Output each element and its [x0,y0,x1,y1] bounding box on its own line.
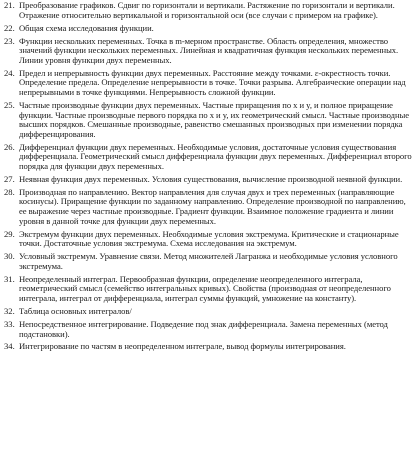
question-text: Общая схема исследования функции. [19,22,154,33]
question-text: Интегрирование по частям в неопределенном интеграле, вывод формулы интегрирования. [19,341,346,352]
question-item-29 [4,230,414,249]
question-number: 24. [4,67,15,78]
question-item-22 [4,24,414,34]
question-number: 28. [4,186,15,197]
question-item-28 [4,188,414,226]
question-text: Неопределенный интеграл. Первообразная функции, определение неопределенного интеграла, геометрический смысл (семейство интегральных кривых). Свойства (производная от неопределенного интеграла, интеграл от дифференциала, интеграл суммы функций, умножение на константу). [19,273,391,303]
question-number: 25. [4,99,15,110]
question-number: 29. [4,228,15,239]
question-item-23 [4,37,414,66]
question-item-21 [4,1,414,20]
question-number: 27. [4,173,15,184]
question-text: Предел и непрерывность функции двух переменных. Расстояние между точками. ε-окрестность точки. Определение предела. Определение непрерывности в точке. Точки разрыва. Алгебраические операции над непрерывными в точке функциями. Непрерывность сложной функции. [19,67,406,97]
question-text: Частные производные функции двух переменных. Частные приращения по x и y, и полное приращение функции. Частные производные первого порядка по x и y, их геометрический смысл. Частные производные высших порядков. Смешанные производные, равенство смешанных производных при изменении порядка дифференцирования. [19,99,410,139]
question-number: 26. [4,141,15,152]
question-text: Неявная функция двух переменных. Условия существования, вычисление производной неявной функции. [19,173,403,184]
question-text: Условный экстремум. Уравнение связи. Метод множителей Лагранжа и необходимые условия условного экстремума. [19,251,398,271]
question-number: 21. [4,0,15,10]
question-number: 22. [4,22,15,33]
question-item-27 [4,175,414,185]
question-item-33 [4,320,414,339]
question-number: 31. [4,273,15,284]
question-number: 23. [4,35,15,46]
question-item-31 [4,275,414,304]
question-item-34 [4,342,414,352]
question-item-25 [4,101,414,139]
question-item-30 [4,252,414,271]
question-number: 34. [4,341,15,352]
question-text: Дифференциал функции двух переменных. Необходимые условия, достаточные условия существования дифференциала. Геометрический смысл дифференциала функции двух переменных. Дифференциал второго порядка для функции двух переменных. [19,141,412,171]
question-text: Производная по направлению. Вектор направления для случая двух и трех переменных (направляющие косинусы). Приращение функции по заданному направлению. Определение производной по направлению, ее выражение через частные производные. Градиент функции. Взаимное положение градиента и линии уровня в данной точке для функции двух переменных. [19,186,406,226]
question-text: Преобразование графиков. Сдвиг по горизонтали и вертикали. Растяжение по горизонтали и вертикали. Отражение относительно вертикальной и горизонтальной оси (все случаи с примером на графике). [19,0,395,20]
question-number: 33. [4,318,15,329]
question-number: 30. [4,251,15,262]
question-text: Функции нескольких переменных. Точка в m-мерном пространстве. Область определения, множество значений функции нескольких переменных. Линейная и квадратичная функция нескольких переменных. Линии уровня функции двух переменных. [19,35,399,65]
question-text: Непосредственное интегрирование. Подведение под знак дифференциала. Замена переменных (метод подстановки). [19,318,388,339]
question-text: Таблица основных интегралов/ [19,305,132,316]
question-number: 32. [4,305,15,316]
question-item-32 [4,307,414,317]
question-item-24 [4,69,414,98]
question-item-26 [4,143,414,172]
question-text: Экстремум функции двух переменных. Необходимые условия экстремума. Критические и стационарные точки. Достаточные условия экстремума. Схема исследования на экстремум. [19,228,399,249]
